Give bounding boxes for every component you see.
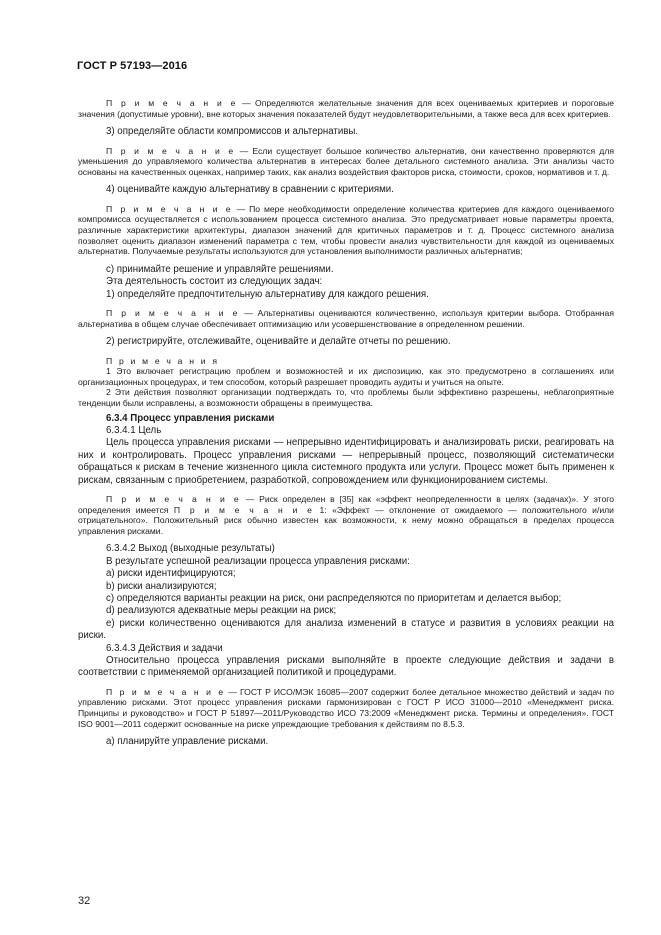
note-item: 1 Это включает регистрацию проблем и возможностей и их диспозицию, как это предусмотрено в соглашениях или организационных процедурах, и тем способом, который разрешает проводить аудиты и учиться на опыте.: [78, 366, 614, 387]
subsection-heading: 6.3.4.3 Действия и задачи: [106, 642, 223, 654]
list-item: 3) определяйте области компромиссов и альтернативы.: [106, 126, 359, 138]
section-heading: 6.3.4 Процесс управления рисками: [106, 412, 275, 424]
page-number: 32: [78, 895, 91, 907]
note-paragraph: П р и м е ч а н и е — Альтернативы оцениваются количественно, используя критерии выбора. Отобранная альтернатива в общем случае обеспечивает оптимизацию или усовершенствование в определенном решении.: [78, 307, 614, 329]
list-item: a) риски идентифицируются;: [106, 568, 236, 580]
note-label: П р и м е ч а н и е: [106, 307, 240, 318]
body-paragraph: В результате успешной реализации процесса управления рисками:: [106, 555, 410, 567]
note-paragraph: П р и м е ч а н и е — По мере необходимости определение количества критериев для каждого оцениваемого компромисса осуществляется с использованием процесса системного анализа. Это предусматривает новые параметры проекта, различные характеристики архитектуры, диапазон значений для критичных параметров и т. д. Процесс системного анализа позволяет оценить диапазон изменений параметра с тем, чтобы провести анализ чувствительности для каждой из оцениваемых альтернатив. Получаемые результаты используются для установления выполнимости различных альтернатив;: [78, 203, 614, 257]
note-label: П р и м е ч а н и е: [106, 686, 226, 697]
list-item: d) реализуются адекватные меры реакции на риск;: [106, 605, 337, 617]
list-item: 1) определяйте предпочтительную альтернативу для каждого решения.: [106, 288, 429, 300]
document-body: [78, 98, 614, 749]
note-paragraph: П р и м е ч а н и е — ГОСТ Р ИСО/МЭК 16085—2007 содержит более детальное множество действий и задач по управлению рисками. Этот процесс управления рисками гармонизирован с ГОСТ Р ИСО 31000—2010 «Менеджмент риска. Принципы и руководство» и ГОСТ Р 51897—2011/Руководство ИСО 73:2009 «Менеджмент риска. Термины и определения». ГОСТ ISO 9001—2011 содержит основанные на риске упреждающие требования к действиям по 8.5.3.: [78, 686, 614, 729]
body-paragraph: Относительно процесса управления рисками выполняйте в проекте следующие действия и задачи в соответствии с применяемой организацией политикой и процедурами.: [78, 655, 614, 679]
list-item: c) определяются варианты реакции на риск, они распределяются по приоритетам и делается выбор;: [106, 592, 562, 604]
body-paragraph: Эта деятельность состоит из следующих задач:: [106, 276, 323, 288]
note-item: 2 Эти действия позволяют организации подтверждать то, что проблемы были эффективно разрешены, неблагоприятные тенденции были исправлены, а возможности обращены в преимущества.: [78, 387, 614, 408]
subsection-heading: 6.3.4.1 Цель: [106, 424, 162, 436]
note-paragraph: П р и м е ч а н и е — Определяются желательные значения для всех оцениваемых критериев и пороговые значения (допустимые уровни), вне которых значения показателей будут неудовлетворительными, а также веса для всех критериев.: [78, 98, 614, 119]
list-item: 2) регистрируйте, отслеживайте, оценивайте и делайте отчеты по решению.: [106, 336, 451, 348]
note-paragraph: П р и м е ч а н и е — Если существует большое количество альтернатив, они качественно проверяются для уменьшения до управляемого количества альтернатив в интересах более детального системного анализа. Эти анализы часто основаны на качественных оценках, например таких, как анализ воздействия факторов риска, стоимости, сроков, нормативов и т. д.: [78, 145, 614, 177]
note-label: П р и м е ч а н и е: [106, 493, 241, 504]
note-label: П р и м е ч а н и е: [106, 203, 233, 214]
subsection-heading: 6.3.4.2 Выход (выходные результаты): [106, 543, 275, 555]
document-header: ГОСТ Р 57193—2016: [77, 60, 188, 72]
note-label: П р и м е ч а н и е: [106, 145, 236, 156]
note-paragraph: П р и м е ч а н и е — Риск определен в [35] как «эффект неопределенности в целях (задачах)». У этого определения имеется П р и м е ч а н и е 1: «Эффект — отклонение от ожидаемого — положительного и/или отрицательного». Положительный риск обычно известен как возможности, к нему можно обращаться в пределах процесса управления рисками.: [78, 493, 615, 536]
notes-heading: П р и м е ч а н и я: [106, 355, 220, 366]
list-item: b) риски анализируются;: [106, 580, 217, 592]
list-item: e) риски количественно оцениваются для анализа изменений в статусе и развития в условиях реакции на риски.: [78, 617, 614, 642]
list-item: a) планируйте управление рисками.: [106, 736, 269, 748]
body-paragraph: Цель процесса управления рисками — непрерывно идентифицировать и анализировать риски, реагировать на них и контролировать. Процесс управления рисками — непрерывный процесс, позволяющий систематически обращаться к рискам в течение жизненного цикла системного продукта или услуги. Процесс может быть применен к рискам, связанным с приобретением, разработкой, сопровождением или функционированием системы.: [78, 437, 614, 486]
list-item: c) принимайте решение и управляйте решениями.: [106, 263, 334, 275]
note-label: П р и м е ч а н и е: [106, 98, 238, 108]
list-item: 4) оценивайте каждую альтернативу в сравнении с критериями.: [106, 184, 394, 196]
